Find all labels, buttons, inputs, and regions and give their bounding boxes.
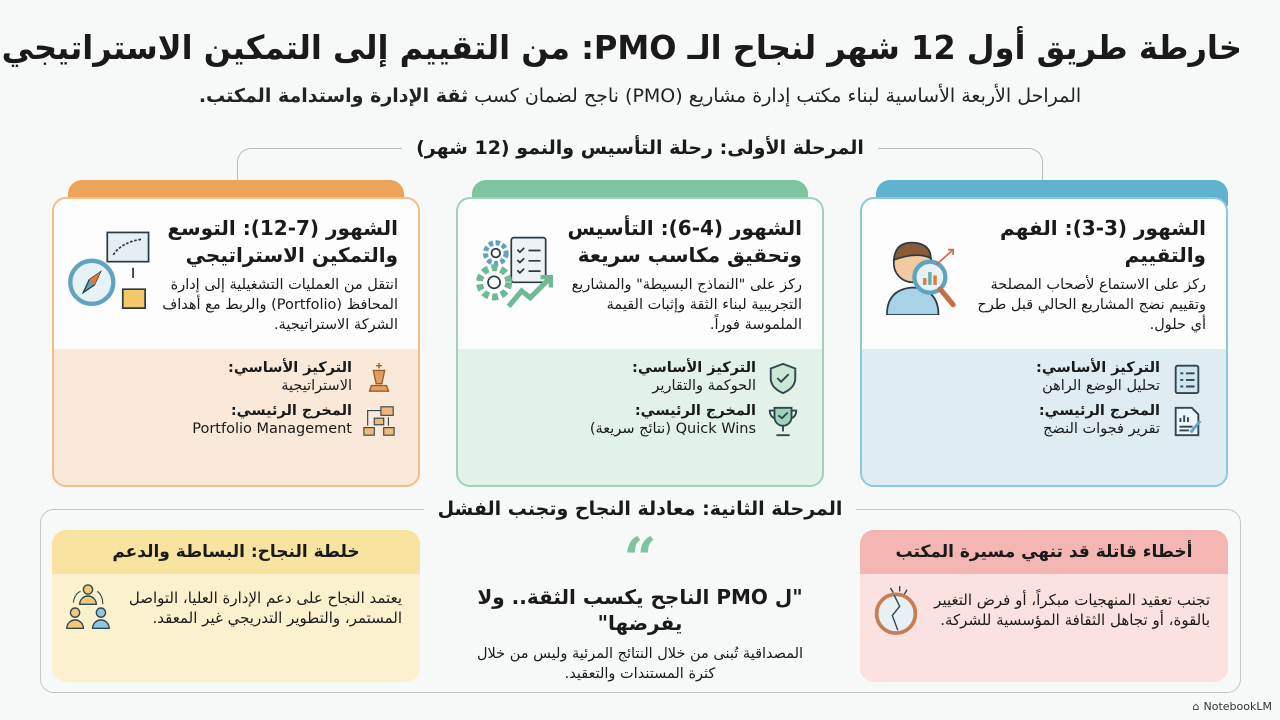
- focus-value: تحليل الوضع الراهن: [1042, 378, 1160, 394]
- focus-label: التركيز الأساسي:: [228, 360, 352, 376]
- quote-subtext: المصداقية تُبنى من خلال النتائج المرئية وليس من خلال كثرة المستندات والتعقيد.: [476, 646, 804, 682]
- report-pen-icon: [1170, 404, 1204, 438]
- page-title: خارطة طريق أول 12 شهر لنجاح الـ PMO: من التقييم إلى التمكين الاستراتيجي: [1, 28, 1243, 67]
- output-label: المخرج الرئيسي:: [1038, 403, 1160, 419]
- quote-mark-icon: “: [623, 525, 657, 593]
- compass-map-icon: [66, 229, 152, 315]
- phase2-heading-text: المرحلة الثانية: معادلة النجاح وتجنب الفشل: [424, 497, 857, 521]
- notebooklm-logo-icon: ⌂: [1192, 700, 1200, 713]
- card-title: الشهور (3-3): الفهم والتقييم: [1000, 216, 1206, 267]
- quote-text: "ل PMO الناجح يكسب الثقة.. ولا يفرضها": [477, 585, 803, 635]
- phase-card-months-1-3: [860, 197, 1228, 487]
- card-title: الشهور (7-12): التوسع والتمكين الاستراتيجي: [167, 216, 398, 267]
- output-value: Portfolio Management: [192, 421, 352, 437]
- fatal-mistakes-text: تجنب تعقيد المنهجيات مبكراً، أو فرض التغيير بالقوة، أو تجاهل الثقافة المؤسسية للشركة.: [934, 591, 1210, 629]
- card-description: ركز على الاستماع لأصحاب المصلحة وتقييم نضج المشاريع الحالي قبل طرح أي حلول.: [977, 277, 1206, 333]
- phase2-heading: [0, 497, 1280, 521]
- team-people-icon: [64, 582, 112, 634]
- quote-block: [436, 525, 844, 684]
- fatal-mistakes-box: [860, 530, 1228, 682]
- phase1-heading-text: المرحلة الأولى: رحلة التأسيس والنمو (12 شهر): [402, 136, 878, 160]
- output-value: Quick Wins (نتائج سريعة): [589, 421, 756, 437]
- success-recipe-text: يعتمد النجاح على دعم الإدارة العليا، التواصل المستمر، والتطوير التدريجي غير المعقد.: [128, 589, 402, 627]
- shield-check-icon: [766, 361, 800, 395]
- card-title: الشهور (4-6): التأسيس وتحقيق مكاسب سريعة: [567, 216, 802, 267]
- phase-card-months-7-12: [52, 197, 420, 487]
- output-label: المخرج الرئيسي:: [230, 403, 352, 419]
- notebooklm-branding: [1193, 700, 1272, 714]
- success-recipe-box: [52, 530, 420, 682]
- person-magnifier-icon: [874, 229, 960, 315]
- subtitle-emphasis: ثقة الإدارة واستدامة المكتب.: [198, 85, 469, 107]
- folder-hierarchy-icon: [362, 404, 396, 438]
- card-description: ركز على "النماذج البسيطة" والمشاريع التجريبية لبناء الثقة وإثبات القيمة الملموسة فوراً.: [571, 277, 802, 333]
- success-recipe-title: خلطة النجاح: البساطة والدعم: [52, 530, 420, 574]
- page-subtitle: [20, 84, 1260, 108]
- focus-value: الحوكمة والتقارير: [652, 378, 756, 394]
- broken-clock-icon: [872, 582, 920, 638]
- phase1-heading: [0, 136, 1280, 160]
- output-label: المخرج الرئيسي:: [634, 403, 756, 419]
- card-description: انتقل من العمليات التشغيلية إلى إدارة المحافظ (Portfolio) والربط مع أهداف الشركة الاستراتيجية.: [162, 277, 398, 333]
- clipboard-checklist-icon: [1170, 361, 1204, 395]
- subtitle-text: المراحل الأربعة الأساسية لبناء مكتب إدارة مشاريع (PMO) ناجح لضمان كسب: [468, 85, 1082, 107]
- focus-label: التركيز الأساسي:: [632, 360, 756, 376]
- trophy-icon: [766, 404, 800, 438]
- fatal-mistakes-title: أخطاء قاتلة قد تنهي مسيرة المكتب: [860, 530, 1228, 574]
- gears-clipboard-icon: [470, 229, 556, 315]
- phase-card-months-4-6: [456, 197, 824, 487]
- chess-king-icon: [362, 361, 396, 395]
- focus-label: التركيز الأساسي:: [1036, 360, 1160, 376]
- branding-text: NotebookLM: [1203, 700, 1272, 713]
- focus-value: الاستراتيجية: [281, 378, 352, 394]
- output-value: تقرير فجوات النضج: [1043, 421, 1160, 437]
